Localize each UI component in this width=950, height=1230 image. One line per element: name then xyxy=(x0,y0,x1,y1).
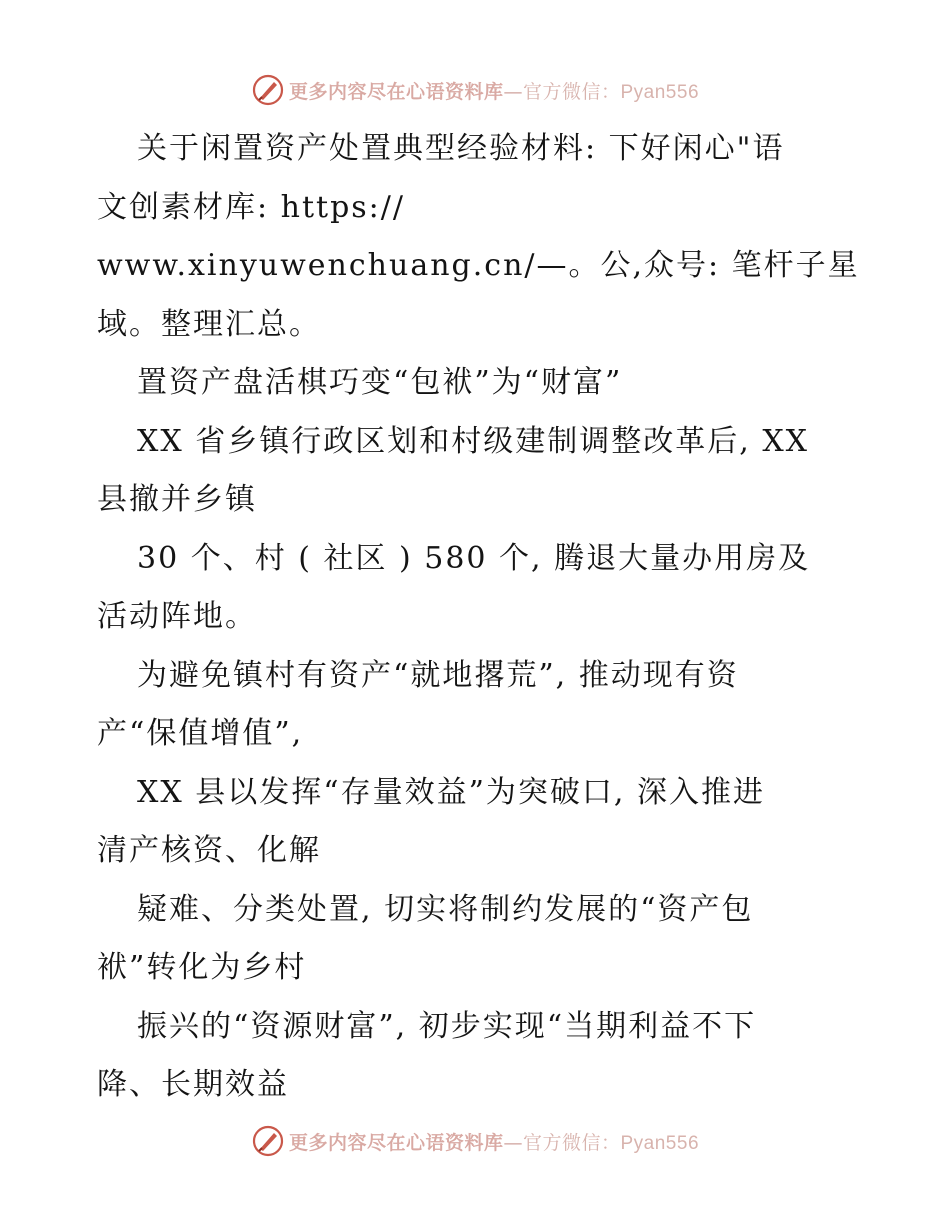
quill-logo-icon xyxy=(251,73,285,107)
watermark-text: 更多内容尽在心语资料库—官方微信：Pyan556 xyxy=(288,80,700,103)
text-line: 30 个、村 ( 社区 ) 580 个, 腾退大量办用房及 xyxy=(137,540,811,576)
quill-logo-icon xyxy=(251,1124,285,1158)
text-line: 县撤并乡镇 xyxy=(97,482,257,517)
text-line: 振兴的“资源财富”, 初步实现“当期利益不下 xyxy=(137,1008,757,1044)
text-line: 关于闲置资产处置典型经验材料: 下好闲心"语 xyxy=(137,131,785,166)
text-line: 置资产盘活棋巧变“包袱”为“财富” xyxy=(137,365,623,400)
text-line: 降、长期效益 xyxy=(97,1067,289,1102)
text-line: 清产核资、化解 xyxy=(97,833,321,868)
text-line: 为避免镇村有资产“就地撂荒”, 推动现有资 xyxy=(137,657,739,693)
document-body xyxy=(97,120,860,1115)
text-line: 产“保值增值”, xyxy=(97,716,304,751)
header-watermark-banner xyxy=(0,70,950,110)
text-line: 文创素材库: https:// xyxy=(97,189,405,225)
text-line: www.xinyuwenchuang.cn/—。公,众号: 笔杆子星 xyxy=(97,248,860,283)
text-line: XX 县以发挥“存量效益”为突破口, 深入推进 xyxy=(137,774,765,810)
watermark-text: 更多内容尽在心语资料库—官方微信：Pyan556 xyxy=(288,1131,700,1154)
footer-watermark-banner xyxy=(0,1121,950,1161)
text-line: XX 省乡镇行政区划和村级建制调整改革后, XX xyxy=(137,423,810,459)
text-line: 域。整理汇总。 xyxy=(97,306,321,342)
text-line: 袱”转化为乡村 xyxy=(97,950,307,985)
text-line: 疑难、分类处置, 切实将制约发展的“资产包 xyxy=(137,891,754,927)
text-line: 活动阵地。 xyxy=(97,599,257,634)
